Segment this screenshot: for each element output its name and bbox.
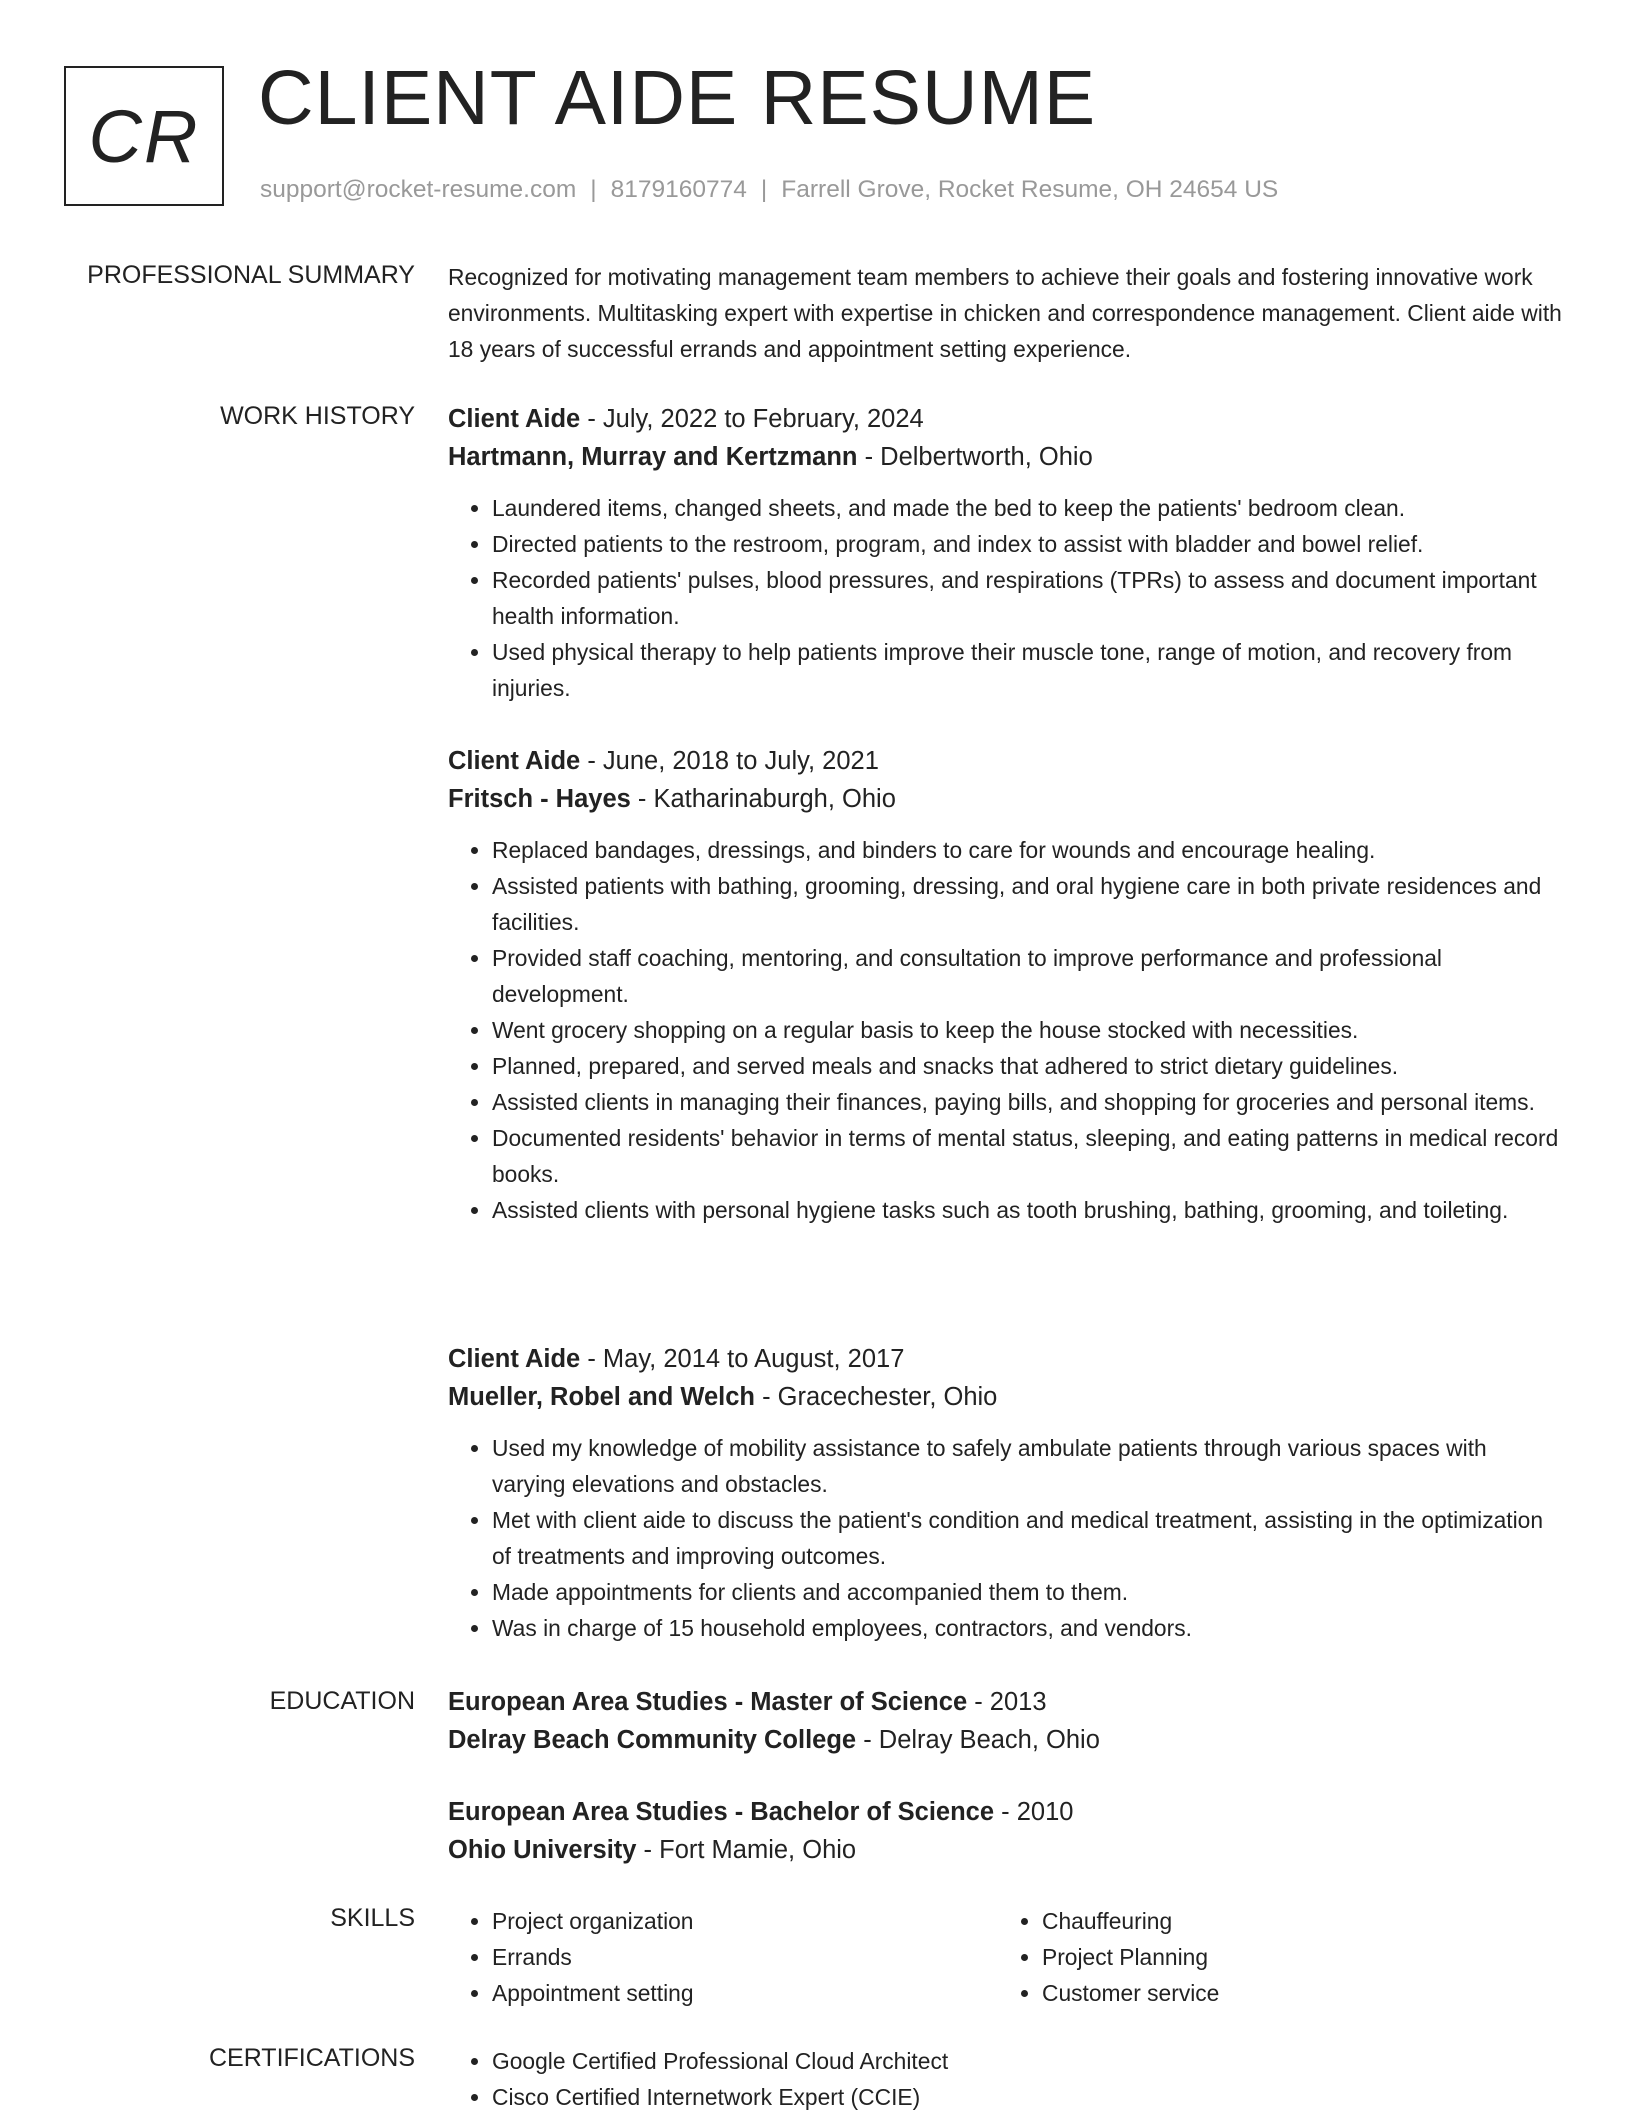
list-item: • Used physical therapy to help patients improve their muscle tone, range of motion, and recovery from injuries.	[492, 634, 1566, 706]
list-item: • Documented residents' behavior in terms of mental status, sleeping, and eating patterns in medical record books.	[492, 1120, 1566, 1192]
monogram-initials: CR	[88, 94, 200, 178]
job-title-line	[448, 1340, 1566, 1378]
list-item: • Cisco Certified Internetwork Expert (CCIE)	[492, 2079, 1566, 2115]
education-entry	[448, 1683, 1566, 1759]
school-name: Ohio University	[448, 1836, 637, 1864]
resume-title: CLIENT AIDE RESUME	[258, 55, 1097, 141]
job-bullets	[448, 490, 1566, 706]
skills-column	[448, 1903, 998, 2011]
section-label-summary: PROFESSIONAL SUMMARY	[87, 261, 415, 289]
skills-list	[448, 1903, 998, 2011]
job-employer-line	[448, 780, 1566, 818]
section-label-education: EDUCATION	[269, 1687, 415, 1715]
list-item: • Project organization	[492, 1903, 998, 1939]
list-item: • Laundered items, changed sheets, and made the bed to keep the patients' bedroom clean.	[492, 490, 1566, 526]
job-employer: Fritsch - Hayes	[448, 785, 631, 813]
list-item: • Errands	[492, 1939, 998, 1975]
education-entry	[448, 1793, 1566, 1869]
job-location: - Gracechester, Ohio	[755, 1383, 998, 1411]
certifications-list	[448, 2043, 1566, 2115]
list-item: • Google Certified Professional Cloud Architect	[492, 2043, 1566, 2079]
list-item: • Assisted patients with bathing, grooming, dressing, and oral hygiene care in both private residences and facilities.	[492, 868, 1566, 940]
list-item: • Made appointments for clients and accompanied them to them.	[492, 1574, 1566, 1610]
job-title-line	[448, 400, 1566, 438]
degree-year: - 2013	[967, 1688, 1047, 1716]
section-label-certifications: CERTIFICATIONS	[208, 2044, 415, 2072]
contact-separator: |	[760, 176, 768, 203]
job-dates: - June, 2018 to July, 2021	[580, 747, 879, 775]
certifications-body	[448, 2043, 1566, 2115]
school-name: Delray Beach Community College	[448, 1726, 857, 1754]
contact-address: Farrell Grove, Rocket Resume, OH 24654 US	[781, 176, 1279, 203]
job-title: Client Aide	[448, 405, 581, 433]
list-item: • Met with client aide to discuss the patient's condition and medical treatment, assisting in the optimization of treatments and improving outcomes.	[492, 1502, 1566, 1574]
list-item: • Assisted clients in managing their finances, paying bills, and shopping for groceries and personal items.	[492, 1084, 1566, 1120]
skills-column	[998, 1903, 1548, 2011]
contact-separator: |	[590, 176, 597, 203]
degree-line	[448, 1683, 1566, 1721]
job-dates: - May, 2014 to August, 2017	[580, 1345, 905, 1373]
school-location: - Fort Mamie, Ohio	[636, 1836, 857, 1864]
list-item: • Provided staff coaching, mentoring, and consultation to improve performance and professional development.	[492, 940, 1566, 1012]
degree-line	[448, 1793, 1566, 1831]
school-location: - Delray Beach, Ohio	[856, 1726, 1100, 1754]
job-employer-line	[448, 1378, 1566, 1416]
job-employer-line	[448, 438, 1566, 476]
contact-email: support@rocket-resume.com	[260, 176, 577, 203]
job-title: Client Aide	[448, 1345, 581, 1373]
school-line	[448, 1831, 1566, 1869]
contact-phone: 8179160774	[610, 176, 747, 203]
degree-name: European Area Studies - Master of Science	[448, 1688, 968, 1716]
job-title: Client Aide	[448, 747, 581, 775]
job-location: - Delbertworth, Ohio	[857, 443, 1093, 471]
summary-body	[448, 259, 1566, 367]
list-item: • Directed patients to the restroom, program, and index to assist with bladder and bowel relief.	[492, 526, 1566, 562]
job-dates: - July, 2022 to February, 2024	[580, 405, 924, 433]
job-entry	[448, 400, 1566, 706]
list-item: • Went grocery shopping on a regular basis to keep the house stocked with necessities.	[492, 1012, 1566, 1048]
skills-body	[448, 1903, 1566, 2011]
list-item: • Assisted clients with personal hygiene tasks such as tooth brushing, bathing, grooming, and toileting.	[492, 1192, 1566, 1228]
list-item: • Used my knowledge of mobility assistance to safely ambulate patients through various spaces with varying elevations and obstacles.	[492, 1430, 1566, 1502]
list-item: • Replaced bandages, dressings, and binders to care for wounds and encourage healing.	[492, 832, 1566, 868]
list-item: • Appointment setting	[492, 1975, 998, 2011]
summary-text: Recognized for motivating management team members to achieve their goals and fostering innovative work environments. Multitasking expert with expertise in chicken and correspondence management. Client aide with 18 years of successful errands and appointment setting experience.	[448, 264, 1562, 362]
job-entry	[448, 1340, 1566, 1646]
section-label-work-history: WORK HISTORY	[220, 402, 415, 430]
list-item: • Project Planning	[1042, 1939, 1548, 1975]
skills-grid	[448, 1903, 1566, 2011]
school-line	[448, 1721, 1566, 1759]
contact-line	[260, 176, 1278, 204]
degree-year: - 2010	[994, 1798, 1074, 1826]
job-location: - Katharinaburgh, Ohio	[630, 785, 896, 813]
job-bullets	[448, 1430, 1566, 1646]
list-item: • Chauffeuring	[1042, 1903, 1548, 1939]
list-item: • Recorded patients' pulses, blood pressures, and respirations (TPRs) to assess and document important health information.	[492, 562, 1566, 634]
job-title-line	[448, 742, 1566, 780]
skills-list	[998, 1903, 1548, 2011]
job-employer: Mueller, Robel and Welch	[448, 1383, 756, 1411]
monogram-box	[64, 66, 224, 206]
job-entry	[448, 742, 1566, 1228]
job-employer: Hartmann, Murray and Kertzmann	[448, 443, 858, 471]
list-item: • Was in charge of 15 household employees, contractors, and vendors.	[492, 1610, 1566, 1646]
list-item: • Planned, prepared, and served meals and snacks that adhered to strict dietary guidelines.	[492, 1048, 1566, 1084]
section-label-skills: SKILLS	[330, 1904, 415, 1932]
job-bullets	[448, 832, 1566, 1228]
list-item: • Customer service	[1042, 1975, 1548, 2011]
degree-name: European Area Studies - Bachelor of Science	[448, 1798, 995, 1826]
